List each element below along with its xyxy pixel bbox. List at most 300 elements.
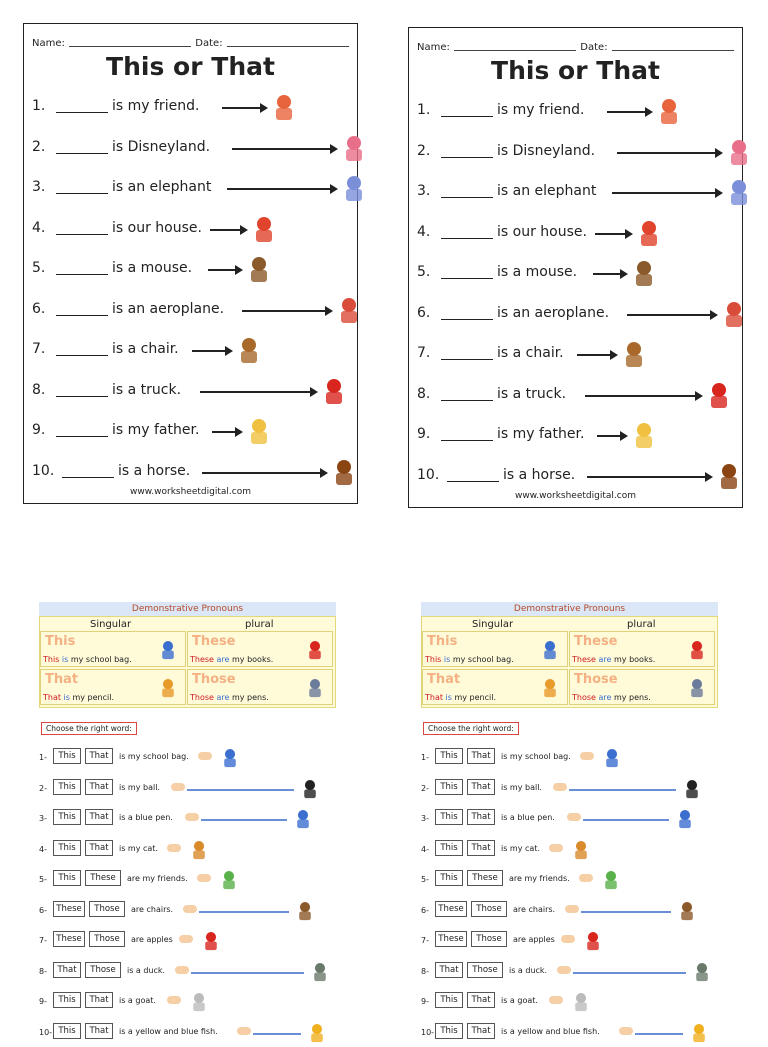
example-sentence: These are my books. <box>190 655 274 664</box>
answer-blank[interactable] <box>447 481 499 482</box>
pointing-hand-icon <box>167 996 181 1004</box>
question-number: 5- <box>39 875 47 884</box>
name-blank <box>454 42 576 51</box>
pronoun-cell-those <box>569 669 715 705</box>
arrow <box>232 148 332 150</box>
choice-a-button[interactable]: This <box>53 870 81 886</box>
arrow <box>593 273 622 275</box>
question-number: 10- <box>39 1027 53 1037</box>
demonstrative-pronouns-worksheet-left <box>39 602 336 1037</box>
choice-b-button[interactable]: That <box>85 748 113 764</box>
question-text: are my friends. <box>509 874 570 883</box>
question-row <box>421 744 718 770</box>
sentence-text: is a horse. <box>503 466 576 483</box>
question-row <box>421 836 718 862</box>
question-row <box>39 866 336 892</box>
item-number: 9. <box>32 422 46 438</box>
mouse-icon <box>241 250 277 286</box>
choice-b-button[interactable]: Those <box>467 962 503 978</box>
answer-blank[interactable] <box>56 436 108 437</box>
pointer-line <box>191 972 304 974</box>
pronoun-word: That <box>45 672 79 687</box>
answer-blank[interactable] <box>441 238 493 239</box>
question-row <box>39 775 336 801</box>
choice-a-button[interactable]: This <box>53 779 81 795</box>
sentence-row <box>32 412 351 448</box>
question-text: is my school bag. <box>119 752 189 761</box>
arrow <box>210 229 242 231</box>
answer-blank[interactable] <box>56 396 108 397</box>
aeroplane-icon <box>331 291 367 327</box>
choice-b-button[interactable]: Those <box>89 931 125 947</box>
name-blank <box>69 38 191 47</box>
choice-a-button[interactable]: This <box>435 870 463 886</box>
pointer-line <box>199 911 289 913</box>
arrow <box>612 192 717 194</box>
question-row <box>421 927 718 953</box>
mouse-icon <box>626 254 662 290</box>
choice-b-button[interactable]: Those <box>471 931 507 947</box>
sentence-text: is my father. <box>497 426 585 442</box>
question-number: 9- <box>39 997 47 1006</box>
pointing-hand-icon <box>549 844 563 852</box>
choice-a-button[interactable]: That <box>53 962 81 978</box>
question-row <box>39 988 336 1014</box>
arrow <box>585 395 697 397</box>
choice-b-button[interactable]: Those <box>471 901 507 917</box>
house-icon <box>631 214 667 250</box>
pointing-hand-icon <box>561 935 575 943</box>
answer-blank[interactable] <box>441 440 493 441</box>
choice-a-button[interactable]: That <box>435 962 463 978</box>
sentence-text: is a chair. <box>497 345 564 361</box>
col-singular: Singular <box>472 619 514 630</box>
example-sentence: That is my pencil. <box>43 693 115 702</box>
sentence-row <box>32 169 351 205</box>
choice-a-button[interactable]: This <box>53 809 81 825</box>
pointer-line <box>253 1033 301 1035</box>
item-number: 9. <box>417 426 431 442</box>
school-bag-icon <box>537 634 563 664</box>
question-row <box>421 805 718 831</box>
choice-b-button[interactable]: Those <box>85 962 121 978</box>
question-text: are my friends. <box>127 874 188 883</box>
pronoun-cell-that <box>40 669 186 705</box>
item-number: 1. <box>417 102 431 118</box>
item-number: 8. <box>417 385 431 402</box>
choice-a-button[interactable]: This <box>53 992 81 1008</box>
pronoun-cell-that <box>422 669 568 705</box>
question-row <box>39 927 336 953</box>
sentence-row <box>417 416 736 452</box>
question-text: is a yellow and blue fish. <box>501 1026 600 1036</box>
sentence-text: is a mouse. <box>497 264 578 280</box>
sentence-row <box>32 250 351 286</box>
cat-icon <box>185 836 213 862</box>
pointer-line <box>201 819 287 821</box>
sentence-text: is our house. <box>497 223 587 240</box>
choice-a-button[interactable]: This <box>435 1023 463 1039</box>
example-sentence: This is my school bag. <box>425 655 514 664</box>
goat-icon <box>185 988 213 1014</box>
answer-blank[interactable] <box>56 315 108 316</box>
question-row <box>39 836 336 862</box>
date-label: Date: <box>580 42 608 53</box>
answer-blank[interactable] <box>56 274 108 275</box>
chairs-icon <box>673 897 701 923</box>
sentence-row <box>32 372 351 408</box>
question-text: are apples <box>131 935 173 944</box>
question-number: 7- <box>39 936 47 945</box>
school-bag-icon <box>155 634 181 664</box>
apples-icon <box>197 927 225 953</box>
father-icon <box>626 416 662 452</box>
answer-blank[interactable] <box>56 355 108 356</box>
pronoun-word: These <box>574 634 618 649</box>
pointer-line <box>187 789 294 791</box>
answer-blank[interactable] <box>62 477 114 478</box>
question-text: is my cat. <box>119 843 158 853</box>
apples-icon <box>579 927 607 953</box>
sentence-text: is our house. <box>112 219 202 236</box>
item-number: 1. <box>32 98 46 114</box>
sentence-text: is my friend. <box>112 98 200 114</box>
sentence-text: is an elephant <box>112 179 212 195</box>
answer-blank[interactable] <box>441 359 493 360</box>
pointing-hand-icon <box>185 813 199 821</box>
choice-a-button[interactable]: This <box>435 779 463 795</box>
pointer-line <box>635 1033 683 1035</box>
question-number: 2- <box>421 783 429 793</box>
pronoun-word: Those <box>192 672 236 687</box>
choice-b-button[interactable]: That <box>85 992 113 1008</box>
choice-b-button[interactable]: That <box>85 809 113 825</box>
item-number: 6. <box>417 304 431 321</box>
question-row <box>39 805 336 831</box>
pointing-hand-icon <box>237 1027 251 1035</box>
pronoun-word: This <box>427 634 458 649</box>
pens-icon <box>684 672 710 702</box>
choice-b-button[interactable]: Those <box>89 901 125 917</box>
question-number: 4- <box>421 844 429 854</box>
sentence-text: is a mouse. <box>112 260 193 276</box>
pointing-hand-icon <box>580 752 594 760</box>
sentence-row <box>32 210 351 246</box>
question-row <box>421 958 718 984</box>
choice-b-button[interactable]: That <box>467 992 495 1008</box>
item-number: 10. <box>417 466 440 483</box>
pointing-hand-icon <box>549 996 563 1004</box>
item-number: 3. <box>417 183 431 199</box>
question-number: 8- <box>421 966 429 976</box>
sentence-text: is an aeroplane. <box>497 304 610 321</box>
pointing-hand-icon <box>175 966 189 974</box>
example-sentence: Those are my pens. <box>190 693 269 702</box>
this-or-that-worksheet-left <box>23 23 358 504</box>
aeroplane-icon <box>716 295 752 331</box>
choice-b-button[interactable]: That <box>467 809 495 825</box>
choice-b-button[interactable]: That <box>85 1023 113 1039</box>
question-number: 7- <box>421 936 429 945</box>
pronoun-cell-those <box>187 669 333 705</box>
example-sentence: That is my pencil. <box>425 693 497 702</box>
item-number: 10. <box>32 462 55 479</box>
answer-blank[interactable] <box>56 112 108 113</box>
sentence-row <box>32 291 351 327</box>
pointing-hand-icon <box>565 905 579 913</box>
arrow <box>192 350 227 352</box>
castle-icon <box>336 129 372 165</box>
pointing-hand-icon <box>167 844 181 852</box>
choice-a-button[interactable]: This <box>53 1023 81 1039</box>
girl-icon <box>651 92 687 128</box>
item-number: 4. <box>32 219 46 236</box>
name-date-bar <box>417 42 734 53</box>
sentence-row <box>417 133 736 169</box>
question-number: 8- <box>39 966 47 976</box>
col-singular: Singular <box>90 619 132 630</box>
pointer-line <box>569 789 676 791</box>
choice-b-button[interactable]: That <box>467 1023 495 1039</box>
pointing-hand-icon <box>579 874 593 882</box>
sentence-row <box>417 295 736 331</box>
arrow <box>242 310 327 312</box>
books-icon <box>302 634 328 664</box>
question-text: is my ball. <box>501 782 542 792</box>
choice-a-button[interactable]: This <box>435 809 463 825</box>
example-sentence: This is my school bag. <box>43 655 132 664</box>
name-label: Name: <box>417 42 450 53</box>
ball-icon <box>296 775 324 801</box>
pointing-hand-icon <box>567 813 581 821</box>
question-number: 6- <box>39 905 47 915</box>
question-text: is a blue pen. <box>501 813 555 822</box>
arrow <box>597 435 622 437</box>
choice-b-button[interactable]: That <box>85 840 113 856</box>
school-bag-icon <box>216 744 244 770</box>
pronoun-word: That <box>427 672 461 687</box>
question-row <box>39 1019 336 1045</box>
pronoun-word: This <box>45 634 76 649</box>
sentence-text: is Disneyland. <box>497 142 596 159</box>
sentence-text: is a horse. <box>118 462 191 479</box>
arrow <box>627 314 712 316</box>
question-text: is a blue pen. <box>119 813 173 822</box>
pronoun-cell-these <box>569 631 715 667</box>
answer-blank[interactable] <box>441 197 493 198</box>
choice-b-button[interactable]: These <box>85 870 121 886</box>
pointing-hand-icon <box>557 966 571 974</box>
question-text: is my ball. <box>119 782 160 792</box>
arrow <box>212 431 237 433</box>
goat-icon <box>567 988 595 1014</box>
question-text: is a goat. <box>119 996 156 1005</box>
question-row <box>39 744 336 770</box>
item-number: 8. <box>32 381 46 398</box>
pointing-hand-icon <box>198 752 212 760</box>
question-number: 1- <box>421 753 429 762</box>
answer-blank[interactable] <box>56 193 108 194</box>
choice-b-button[interactable]: That <box>467 748 495 764</box>
sentence-row <box>417 254 736 290</box>
choice-a-button[interactable]: This <box>53 840 81 856</box>
choice-a-button[interactable]: This <box>435 992 463 1008</box>
answer-blank[interactable] <box>441 116 493 117</box>
example-sentence: Those are my pens. <box>572 693 651 702</box>
choice-b-button[interactable]: That <box>467 840 495 856</box>
chair-icon <box>616 335 652 371</box>
sentence-text: is a truck. <box>497 385 567 402</box>
example-sentence: These are my books. <box>572 655 656 664</box>
sentence-row <box>417 92 736 128</box>
sentence-row <box>417 457 736 493</box>
horse-icon <box>711 457 747 493</box>
choice-b-button[interactable]: That <box>467 779 495 795</box>
question-text: is a goat. <box>501 996 538 1005</box>
answer-blank[interactable] <box>441 157 493 158</box>
date-blank <box>612 42 734 51</box>
fish-icon <box>685 1019 713 1045</box>
question-row <box>421 897 718 923</box>
col-plural: plural <box>245 619 274 630</box>
pronoun-word: These <box>192 634 236 649</box>
question-text: is my school bag. <box>501 752 571 761</box>
truck-icon <box>701 376 737 412</box>
fish-icon <box>303 1019 331 1045</box>
pronoun-table <box>39 616 336 708</box>
worksheet-header: Demonstrative Pronouns <box>421 602 718 616</box>
choice-b-button[interactable]: That <box>85 779 113 795</box>
item-number: 3. <box>32 179 46 195</box>
arrow <box>587 476 707 478</box>
choice-b-button[interactable]: These <box>467 870 503 886</box>
sentence-row <box>32 331 351 367</box>
pointing-hand-icon <box>619 1027 633 1035</box>
answer-blank[interactable] <box>441 400 493 401</box>
item-number: 7. <box>32 341 46 357</box>
sentence-text: is an elephant <box>497 183 597 199</box>
pointing-hand-icon <box>197 874 211 882</box>
question-number: 4- <box>39 844 47 854</box>
question-row <box>421 988 718 1014</box>
answer-blank[interactable] <box>56 153 108 154</box>
chairs-icon <box>291 897 319 923</box>
sentence-row <box>417 376 736 412</box>
instruction-label: Choose the right word: <box>423 722 519 735</box>
pens-icon <box>302 672 328 702</box>
pointing-hand-icon <box>171 783 185 791</box>
answer-blank[interactable] <box>441 319 493 320</box>
arrow <box>208 269 237 271</box>
sentence-row <box>32 88 351 124</box>
worksheet-footer: www.worksheetdigital.com <box>130 487 251 497</box>
sentence-row <box>32 453 351 489</box>
pencil-icon <box>537 672 563 702</box>
choice-a-button[interactable]: This <box>435 748 463 764</box>
question-number: 6- <box>421 905 429 915</box>
choice-a-button[interactable]: These <box>53 931 85 947</box>
duck-icon <box>306 958 334 984</box>
pointer-line <box>581 911 671 913</box>
house-icon <box>246 210 282 246</box>
question-number: 3- <box>39 814 47 823</box>
pencil-icon <box>155 672 181 702</box>
item-number: 5. <box>417 264 431 280</box>
answer-blank[interactable] <box>441 278 493 279</box>
choice-a-button[interactable]: This <box>435 840 463 856</box>
school-bag-icon <box>598 744 626 770</box>
sentence-row <box>417 173 736 209</box>
question-text: are chairs. <box>131 904 174 914</box>
question-number: 2- <box>39 783 47 793</box>
item-number: 2. <box>32 138 46 155</box>
pen-icon <box>671 805 699 831</box>
worksheet-footer: www.worksheetdigital.com <box>515 491 636 501</box>
name-label: Name: <box>32 38 65 49</box>
choice-a-button[interactable]: These <box>53 901 85 917</box>
demonstrative-pronouns-worksheet-right <box>421 602 718 1037</box>
pointing-hand-icon <box>179 935 193 943</box>
question-text: are chairs. <box>513 904 556 914</box>
item-number: 7. <box>417 345 431 361</box>
castle-icon <box>721 133 757 169</box>
arrow <box>202 472 322 474</box>
sentence-text: is a truck. <box>112 381 182 398</box>
arrow <box>607 111 647 113</box>
question-number: 5- <box>421 875 429 884</box>
arrow <box>577 354 612 356</box>
item-number: 5. <box>32 260 46 276</box>
instruction-label: Choose the right word: <box>41 722 137 735</box>
girl-icon <box>266 88 302 124</box>
pronoun-cell-these <box>187 631 333 667</box>
worksheet-title: This or That <box>106 52 275 81</box>
horse-icon <box>326 453 362 489</box>
truck-icon <box>316 372 352 408</box>
sentence-text: is my father. <box>112 422 200 438</box>
sentence-text: is Disneyland. <box>112 138 211 155</box>
question-text: is a yellow and blue fish. <box>119 1026 218 1036</box>
answer-blank[interactable] <box>56 234 108 235</box>
pronoun-cell-this <box>422 631 568 667</box>
ball-icon <box>678 775 706 801</box>
sentence-row <box>32 129 351 165</box>
arrow <box>617 152 717 154</box>
worksheet-title: This or That <box>491 56 660 85</box>
pointer-line <box>583 819 669 821</box>
arrow <box>200 391 312 393</box>
question-number: 1- <box>39 753 47 762</box>
books-icon <box>684 634 710 664</box>
arrow <box>595 233 627 235</box>
father-icon <box>241 412 277 448</box>
pointing-hand-icon <box>553 783 567 791</box>
arrow <box>227 188 332 190</box>
sentence-text: is my friend. <box>497 102 585 118</box>
friends-icon <box>597 866 625 892</box>
question-row <box>39 958 336 984</box>
elephant-icon <box>336 169 372 205</box>
pronoun-cell-this <box>40 631 186 667</box>
pronoun-table <box>421 616 718 708</box>
choice-a-button[interactable]: These <box>435 901 467 917</box>
choice-a-button[interactable]: This <box>53 748 81 764</box>
choice-a-button[interactable]: These <box>435 931 467 947</box>
question-text: is a duck. <box>127 965 166 975</box>
date-label: Date: <box>195 38 223 49</box>
chair-icon <box>231 331 267 367</box>
question-text: is my cat. <box>501 843 540 853</box>
